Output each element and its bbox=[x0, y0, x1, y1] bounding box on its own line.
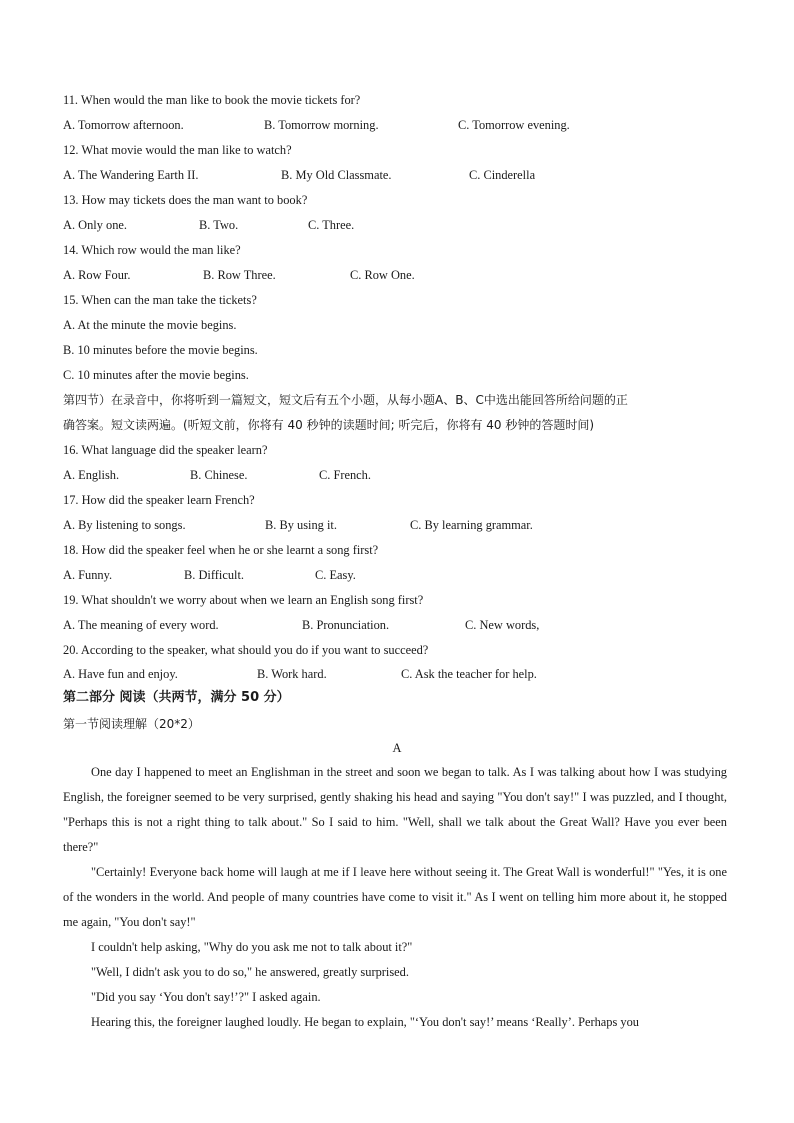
option-14b: B. Row Three. bbox=[203, 268, 276, 282]
option-18c: C. Easy. bbox=[315, 568, 356, 582]
question-15: 15. When can the man take the tickets? bbox=[63, 293, 257, 307]
question-20: 20. According to the speaker, what should you do if you want to succeed? bbox=[63, 643, 429, 657]
option-16c: C. French. bbox=[319, 468, 371, 482]
option-17b: B. By using it. bbox=[265, 518, 337, 532]
option-11a: A. Tomorrow afternoon. bbox=[63, 118, 184, 132]
option-14c: C. Row One. bbox=[350, 268, 415, 282]
passage-letter: A bbox=[392, 741, 402, 755]
question-19: 19. What shouldn't we worry about when we learn an English song first? bbox=[63, 593, 424, 607]
part2-title: 第二部分 阅读（共两节，满分 50 分） bbox=[63, 690, 290, 705]
question-14: 14. Which row would the man like? bbox=[63, 243, 241, 257]
option-13a: A. Only one. bbox=[63, 218, 128, 232]
option-19c: C. New words, bbox=[465, 618, 540, 632]
option-20b: B. Work hard. bbox=[257, 667, 327, 681]
option-17a: A. By listening to songs. bbox=[63, 518, 186, 532]
option-20c: C. Ask the teacher for help. bbox=[401, 667, 537, 681]
option-15b: B. 10 minutes before the movie begins. bbox=[63, 343, 258, 357]
option-15a: A. At the minute the movie begins. bbox=[63, 318, 237, 332]
paragraph-1: One day I happened to meet an Englishman in the street and soon we began to talk. As I was talking about how I was studying English, the foreigner seemed to be very surprised, gently shaking his head and saying "You don't say!" I was puzzled, and I thought, "Perhaps this is not a right thing to talk about." So I said to him. "Well, shall we talk about the Great Wall? Have you ever been there?" bbox=[63, 765, 727, 854]
question-17: 17. How did the speaker learn French? bbox=[63, 493, 255, 507]
option-20a: A. Have fun and enjoy. bbox=[63, 667, 178, 681]
option-13c: C. Three. bbox=[308, 218, 355, 232]
option-19a: A. The meaning of every word. bbox=[63, 618, 219, 632]
question-12: 12. What movie would the man like to watch? bbox=[63, 143, 292, 157]
option-17c: C. By learning grammar. bbox=[410, 518, 533, 532]
question-13: 13. How may tickets does the man want to book? bbox=[63, 193, 308, 207]
section1-title: 第一节阅读理解（20*2） bbox=[63, 717, 200, 731]
section4-instruction-line2: 确答案。短文读两遍。(听短文前，你将有 40 秒钟的读题时间; 听完后，你将有 40 秒钟的答题时间) bbox=[63, 418, 595, 432]
passage-a bbox=[63, 760, 727, 1035]
option-14a: A. Row Four. bbox=[63, 268, 131, 282]
option-11c: C. Tomorrow evening. bbox=[458, 118, 570, 132]
paragraph-3: I couldn't help asking, "Why do you ask me not to talk about it?" bbox=[91, 940, 413, 954]
option-12b: B. My Old Classmate. bbox=[281, 168, 392, 182]
option-11b: B. Tomorrow morning. bbox=[264, 118, 379, 132]
section4-instruction-line1: 第四节）在录音中，你将听到一篇短文，短文后有五个小题，从每小题A、B、C中选出能回答所给问题的正 bbox=[63, 393, 628, 407]
question-18: 18. How did the speaker feel when he or she learnt a song first? bbox=[63, 543, 379, 557]
option-19b: B. Pronunciation. bbox=[302, 618, 390, 632]
option-16a: A. English. bbox=[63, 468, 120, 482]
paragraph-4: "Well, I didn't ask you to do so," he answered, greatly surprised. bbox=[91, 965, 409, 979]
option-15c: C. 10 minutes after the movie begins. bbox=[63, 368, 249, 382]
option-12c: C. Cinderella bbox=[469, 168, 536, 182]
option-16b: B. Chinese. bbox=[190, 468, 248, 482]
question-11: 11. When would the man like to book the movie tickets for? bbox=[63, 93, 361, 107]
paragraph-6: Hearing this, the foreigner laughed loudly. He began to explain, "‘You don't say!’ means ‘Really’. Perhaps you bbox=[91, 1015, 639, 1029]
question-16: 16. What language did the speaker learn? bbox=[63, 443, 268, 457]
option-12a: A. The Wandering Earth II. bbox=[63, 168, 199, 182]
option-13b: B. Two. bbox=[199, 218, 239, 232]
paragraph-5: "Did you say ‘You don't say!’?" I asked again. bbox=[91, 990, 321, 1004]
option-18b: B. Difficult. bbox=[184, 568, 244, 582]
option-18a: A. Funny. bbox=[63, 568, 113, 582]
paragraph-2: "Certainly! Everyone back home will laugh at me if I leave here without seeing it. The Great Wall is wonderful!" "Yes, it is one of the wonders in the world. And people of many countries have come to visit it." As I went on telling him more about it, he stopped me again, "You don't say!" bbox=[63, 865, 727, 929]
